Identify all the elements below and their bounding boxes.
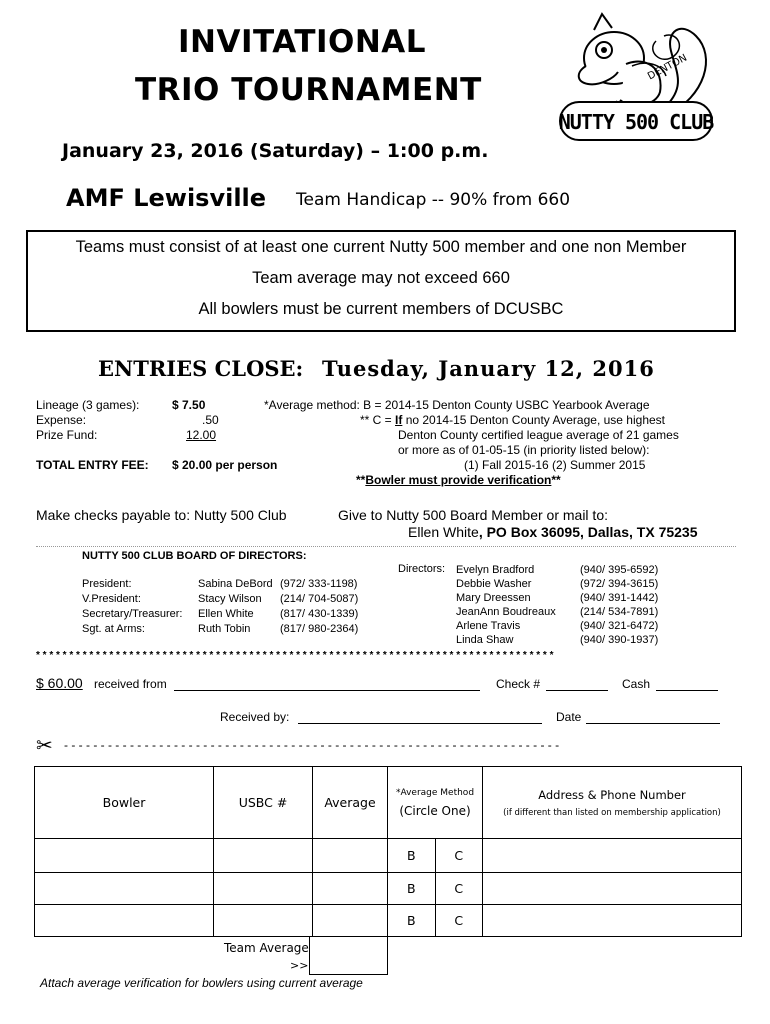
average-cell[interactable] xyxy=(313,839,388,873)
team-handicap: Team Handicap -- 90% from 660 xyxy=(296,190,571,210)
officer-phones xyxy=(280,577,358,637)
usbc-cell[interactable] xyxy=(214,839,313,873)
officer-names xyxy=(198,577,273,637)
method-c-cell[interactable]: C xyxy=(435,839,483,873)
check-number-line[interactable] xyxy=(546,690,608,691)
rule-line: Teams must consist of at least one current Nutty 500 member and one non Member xyxy=(75,238,687,256)
entries-close-label: ENTRIES CLOSE: xyxy=(98,356,304,381)
average-method-c-rest: no 2014-15 Denton County Average, use highest xyxy=(402,413,665,427)
check-number-label: Check # xyxy=(496,677,541,691)
average-method-line3: Denton County certified league average of 21 games xyxy=(398,428,679,442)
verify-text: Bowler must provide verification xyxy=(365,473,552,487)
logo-badge-text: NUTTY 500 CLUB xyxy=(558,110,714,134)
average-method-header: *Average Method xyxy=(395,787,475,798)
header-address xyxy=(483,767,742,839)
usbc-cell[interactable] xyxy=(214,873,313,905)
method-c-cell[interactable]: C xyxy=(435,873,483,905)
verification-note xyxy=(356,473,561,487)
address-note: (if different than listed on membership application) xyxy=(503,807,721,818)
mailing-street: , PO Box 36095, Dallas, TX 75235 xyxy=(478,524,698,540)
checks-payable: Make checks payable to: Nutty 500 Club xyxy=(36,507,287,523)
director-names xyxy=(456,563,556,647)
total-entry-fee-label: TOTAL ENTRY FEE: xyxy=(36,458,149,472)
officer-name: Ellen White xyxy=(198,608,254,620)
received-by-line[interactable] xyxy=(298,723,542,724)
expense-label: Expense: xyxy=(36,413,87,427)
give-to-board: Give to Nutty 500 Board Member or mail to: xyxy=(338,507,608,523)
officer-name: Sabina DeBord xyxy=(198,578,273,590)
rule-line: Team average may not exceed 660 xyxy=(252,269,510,287)
average-cell[interactable] xyxy=(313,873,388,905)
nutty-500-club-logo xyxy=(556,6,716,146)
header-average-method xyxy=(388,767,483,839)
divider xyxy=(36,546,736,547)
header-bowler: Bowler xyxy=(35,767,214,839)
usbc-cell[interactable] xyxy=(214,905,313,937)
header-average: Average xyxy=(313,767,388,839)
mailing-name: Ellen White xyxy=(408,524,479,540)
officer-phone: (817/ 980-2364) xyxy=(280,623,359,635)
table-row xyxy=(35,905,742,937)
director-name: Mary Dreessen xyxy=(456,592,531,604)
officer-phone: (214/ 704-5087) xyxy=(280,593,359,605)
header-usbc: USBC # xyxy=(214,767,313,839)
average-method-line2 xyxy=(360,413,665,427)
venue-name: AMF Lewisville xyxy=(66,184,267,212)
officer-role: Sgt. at Arms: xyxy=(82,623,145,635)
prize-fund-label: Prize Fund: xyxy=(36,428,98,442)
logo-scarf-text: DENTON xyxy=(645,52,690,83)
officer-role: President: xyxy=(82,578,132,590)
address-cell[interactable] xyxy=(483,873,742,905)
team-average-arrow: >> xyxy=(290,959,309,972)
receipt-amount: $ 60.00 xyxy=(36,675,83,691)
method-b-cell[interactable]: B xyxy=(388,905,436,937)
bowler-cell[interactable] xyxy=(35,839,214,873)
event-date: January 23, 2016 (Saturday) – 1:00 p.m. xyxy=(62,140,489,162)
average-method-if: If xyxy=(395,413,403,427)
date-line[interactable] xyxy=(586,723,720,724)
director-name: JeanAnn Boudreaux xyxy=(456,606,556,618)
star-divider: * * * * * * * * * * * * * * * * * * * * * * * * * * * * * * * * * * * * * * * * * * * * * * * * * * * * * * * * * * * * * * * * * * * * * * * * * * * * * * xyxy=(36,650,554,661)
total-entry-fee-value: $ 20.00 per person xyxy=(172,458,278,472)
cut-line: - - - - - - - - - - - - - - - - - - - - - - - - - - - - - - - - - - - - - - - - - - - - - - - - - - - - - - - - - - - - - - - - - - - - xyxy=(64,738,560,752)
mailing-address xyxy=(408,524,698,540)
received-by-label: Received by: xyxy=(220,710,290,724)
verification-footnote: Attach average verification for bowlers using current average xyxy=(40,976,363,990)
team-rules-box xyxy=(26,230,736,332)
board-heading: NUTTY 500 CLUB BOARD OF DIRECTORS: xyxy=(82,550,307,562)
expense-value: .50 xyxy=(202,413,219,427)
address-cell[interactable] xyxy=(483,905,742,937)
average-method-line4: or more as of 01-05-15 (in priority listed below): xyxy=(398,443,650,457)
address-header: Address & Phone Number xyxy=(538,787,686,802)
method-b-cell[interactable]: B xyxy=(388,839,436,873)
title-line2: TRIO TOURNAMENT xyxy=(135,72,482,108)
title-line1: INVITATIONAL xyxy=(178,24,427,60)
cash-line[interactable] xyxy=(656,690,718,691)
average-method-c: ** C = xyxy=(360,413,396,427)
table-row xyxy=(35,873,742,905)
officer-name: Ruth Tobin xyxy=(198,623,251,635)
table-header-row xyxy=(35,767,742,839)
lineage-label: Lineage (3 games): xyxy=(36,398,140,412)
average-method-line1: *Average method: B = 2014-15 Denton County USBC Yearbook Average xyxy=(264,398,650,412)
director-phone: (214/ 534-7891) xyxy=(580,606,659,618)
director-name: Debbie Washer xyxy=(456,578,532,590)
director-name: Evelyn Bradford xyxy=(456,564,535,576)
officer-role: V.President: xyxy=(82,593,141,605)
director-phone: (972/ 394-3615) xyxy=(580,578,659,590)
verify-stars: ** xyxy=(551,473,561,487)
bowler-cell[interactable] xyxy=(35,905,214,937)
entry-form-table xyxy=(34,766,742,937)
officer-phone: (972/ 333-1198) xyxy=(280,578,358,590)
received-from-line[interactable] xyxy=(174,690,480,691)
officer-roles xyxy=(82,577,182,637)
entries-close-date: Tuesday, January 12, 2016 xyxy=(322,356,655,381)
method-c-cell[interactable]: C xyxy=(435,905,483,937)
prize-fund-value: 12.00 xyxy=(186,428,217,442)
director-name: Linda Shaw xyxy=(456,634,514,646)
rule-line: All bowlers must be current members of DCUSBC xyxy=(198,300,564,318)
bowler-cell[interactable] xyxy=(35,873,214,905)
officer-name: Stacy Wilson xyxy=(198,593,262,605)
director-phone: (940/ 395-6592) xyxy=(580,564,659,576)
scissors-icon: ✂ xyxy=(36,735,53,757)
director-name: Arlene Travis xyxy=(456,620,521,632)
address-cell[interactable] xyxy=(483,839,742,873)
received-from-label: received from xyxy=(94,677,167,691)
team-average-label: Team Average xyxy=(224,941,309,955)
director-phone: (940/ 391-1442) xyxy=(580,592,659,604)
lineage-value: $ 7.50 xyxy=(172,398,206,412)
average-cell[interactable] xyxy=(313,905,388,937)
team-average-box[interactable] xyxy=(309,937,388,975)
directors-label: Directors: xyxy=(398,563,446,575)
circle-one-header: (Circle One) xyxy=(399,803,471,818)
average-method-line5: (1) Fall 2015-16 (2) Summer 2015 xyxy=(464,458,646,472)
verify-stars: ** xyxy=(356,473,366,487)
table-row xyxy=(35,839,742,873)
officer-phone: (817/ 430-1339) xyxy=(280,608,359,620)
director-phone: (940/ 390-1937) xyxy=(580,634,659,646)
method-b-cell[interactable]: B xyxy=(388,873,436,905)
date-label: Date xyxy=(556,710,582,724)
cash-label: Cash xyxy=(622,677,651,691)
director-phones xyxy=(580,563,658,647)
officer-role: Secretary/Treasurer: xyxy=(82,608,183,620)
director-phone: (940/ 321-6472) xyxy=(580,620,659,632)
